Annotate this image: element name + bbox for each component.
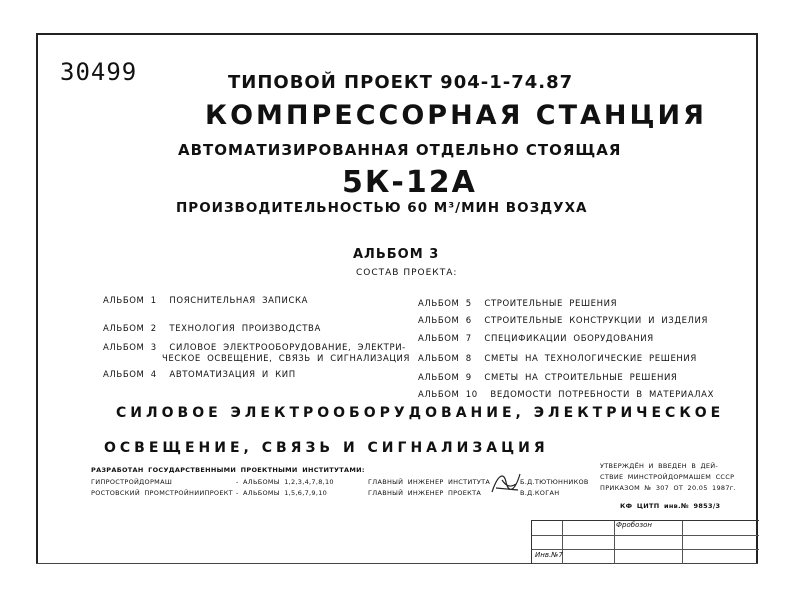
approval-line3: ПРИКАЗОМ № 307 ОТ 20.05 1987г. <box>600 484 736 492</box>
album-number: АЛЬБОМ 1 <box>103 296 157 306</box>
subtitle: АВТОМАТИЗИРОВАННАЯ ОТДЕЛЬНО СТОЯЩАЯ <box>178 141 622 159</box>
album-number: АЛЬБОМ 3 <box>103 343 157 353</box>
section-title-line2: ОСВЕЩЕНИЕ, СВЯЗЬ И СИГНАЛИЗАЦИЯ <box>104 440 549 456</box>
album-number: АЛЬБОМ 8 <box>418 354 472 364</box>
developer-org: РОСТОВСКИЙ ПРОМСТРОЙНИИПРОЕКТ <box>91 489 233 497</box>
developer-role: ГЛАВНЫЙ ИНЖЕНЕР ИНСТИТУТА <box>368 478 491 486</box>
signature-image <box>490 468 524 498</box>
album-desc: АВТОМАТИЗАЦИЯ И КИП <box>169 370 296 380</box>
project-line: ТИПОВОЙ ПРОЕКТ 904-1-74.87 <box>228 72 574 93</box>
album-number: АЛЬБОМ 6 <box>418 316 472 326</box>
developer-name: В.Д.КОГАН <box>520 489 560 497</box>
album-number: АЛЬБОМ 9 <box>418 373 472 383</box>
capacity-line: ПРОИЗВОДИТЕЛЬНОСТЬЮ 60 М³/МИН ВОЗДУХА <box>176 200 588 216</box>
list-item <box>418 390 714 400</box>
album-desc: СМЕТЫ НА СТРОИТЕЛЬНЫЕ РЕШЕНИЯ <box>484 373 678 383</box>
album-desc: СИЛОВОЕ ЭЛЕКТРООБОРУДОВАНИЕ, ЭЛЕКТРИ- <box>169 343 406 353</box>
developer-albums: - АЛЬБОМЫ 1,2,3,4,7,8,10 <box>236 478 334 486</box>
list-item <box>103 370 296 380</box>
page-title: КОМПРЕССОРНАЯ СТАНЦИЯ <box>205 100 707 131</box>
album-desc: СМЕТЫ НА ТЕХНОЛОГИЧЕСКИЕ РЕШЕНИЯ <box>484 354 697 364</box>
inventory-code: КФ ЦИТП инв.№ 9853/3 <box>620 502 721 510</box>
approval-line1: УТВЕРЖДЁН И ВВЕДЕН В ДЕЙ- <box>600 462 719 470</box>
stamp-inv-note: Инв.№7 <box>535 551 563 559</box>
album-desc: ВЕДОМОСТИ ПОТРЕБНОСТИ В МАТЕРИАЛАХ <box>490 390 715 400</box>
album-desc-cont: ЧЕСКОЕ ОСВЕЩЕНИЕ, СВЯЗЬ И СИГНАЛИЗАЦИЯ <box>162 354 411 364</box>
developers-intro: РАЗРАБОТАН ГОСУДАРСТВЕННЫМИ ПРОЕКТНЫМИ ИНСТИТУТАМИ: <box>91 466 365 474</box>
model-code: 5К-12А <box>342 165 477 200</box>
list-item <box>103 324 321 334</box>
approval-line2: СТВИЕ МИНСТРОЙДОРМАШЕМ СССР <box>600 473 735 481</box>
album-number: АЛЬБОМ 7 <box>418 334 472 344</box>
album-number: АЛЬБОМ 4 <box>103 370 157 380</box>
album-desc: ПОЯСНИТЕЛЬНАЯ ЗАПИСКА <box>169 296 309 306</box>
list-item <box>418 373 677 383</box>
list-item <box>418 299 617 309</box>
album-number: АЛЬБОМ 10 <box>418 390 478 400</box>
list-item <box>103 296 308 306</box>
list-item <box>418 354 697 364</box>
album-desc: СТРОИТЕЛЬНЫЕ КОНСТРУКЦИИ И ИЗДЕЛИЯ <box>484 316 709 326</box>
album-title: АЛЬБОМ 3 <box>353 247 440 262</box>
album-desc: ТЕХНОЛОГИЯ ПРОИЗВОДСТВА <box>169 324 321 334</box>
album-number: АЛЬБОМ 2 <box>103 324 157 334</box>
list-item <box>418 334 654 344</box>
album-desc: СПЕЦИФИКАЦИИ ОБОРУДОВАНИЯ <box>484 334 654 344</box>
album-number: АЛЬБОМ 5 <box>418 299 472 309</box>
developer-role: ГЛАВНЫЙ ИНЖЕНЕР ПРОЕКТА <box>368 489 482 497</box>
section-title-line1: СИЛОВОЕ ЭЛЕКТРООБОРУДОВАНИЕ, ЭЛЕКТРИЧЕСКОЕ <box>116 405 725 421</box>
sheet-number: 30499 <box>60 58 138 86</box>
album-desc: СТРОИТЕЛЬНЫЕ РЕШЕНИЯ <box>484 299 618 309</box>
developer-albums: - АЛЬБОМЫ 1,5,6,7,9,10 <box>236 489 328 497</box>
list-item <box>103 343 406 353</box>
developer-name: Б.Д.ТЮТЮННИКОВ <box>520 478 589 486</box>
composition-label: СОСТАВ ПРОЕКТА: <box>356 268 458 278</box>
list-item <box>418 316 708 326</box>
stamp-note: Фробозон <box>616 521 652 529</box>
developer-org: ГИПРОСТРОЙДОРМАШ <box>91 478 173 486</box>
